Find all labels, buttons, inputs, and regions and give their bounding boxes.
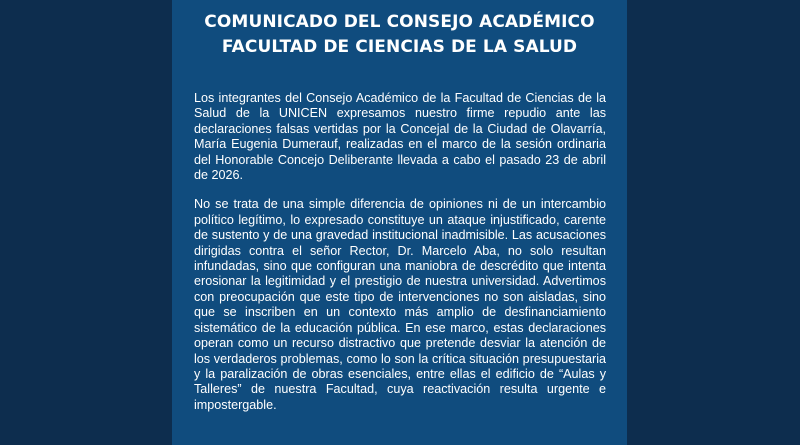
communique-panel (172, 0, 627, 445)
paragraph-1: Los integrantes del Consejo Académico de la Facultad de Ciencias de la Salud de la UNICEN expresamos nuestro firme repudio ante las declaraciones falsas vertidas por la Concejal de la Ciudad de Olavarría, María Eugenia Dumerauf, realizadas en el marco de la sesión ordinaria del Honorable Concejo Deliberante llevada a cabo el pasado 23 de abril de 2026. (194, 91, 606, 183)
communique-body (194, 91, 606, 427)
title-line-2: FACULTAD DE CIENCIAS DE LA SALUD (221, 37, 578, 57)
communique-title (172, 10, 627, 60)
paragraph-2: No se trata de una simple diferencia de opiniones ni de un intercambio político legítimo, lo expresado constituye un ataque injustificado, carente de sustento y de una gravedad institucional inadmisible. Las acusaciones dirigidas contra el señor Rector, Dr. Marcelo Aba, no solo resultan infundadas, sino que configuran una maniobra de descrédito que intenta erosionar la legitimidad y el prestigio de nuestra universidad. Advertimos con preocupación que este tipo de intervenciones no son aisladas, sino que se inscriben en un contexto más amplio de desfinanciamiento sistemático de la educación pública. En ese marco, estas declaraciones operan como un recurso distractivo que pretende desviar la atención de los verdaderos problemas, como lo son la crítica situación presupuestaria y la paralización de obras esenciales, entre ellas el edificio de “Aulas y Talleres” de nuestra Facultad, cuya reactivación resulta urgente e impostergable. (194, 197, 606, 412)
title-line-1: COMUNICADO DEL CONSEJO ACADÉMICO (204, 12, 595, 32)
